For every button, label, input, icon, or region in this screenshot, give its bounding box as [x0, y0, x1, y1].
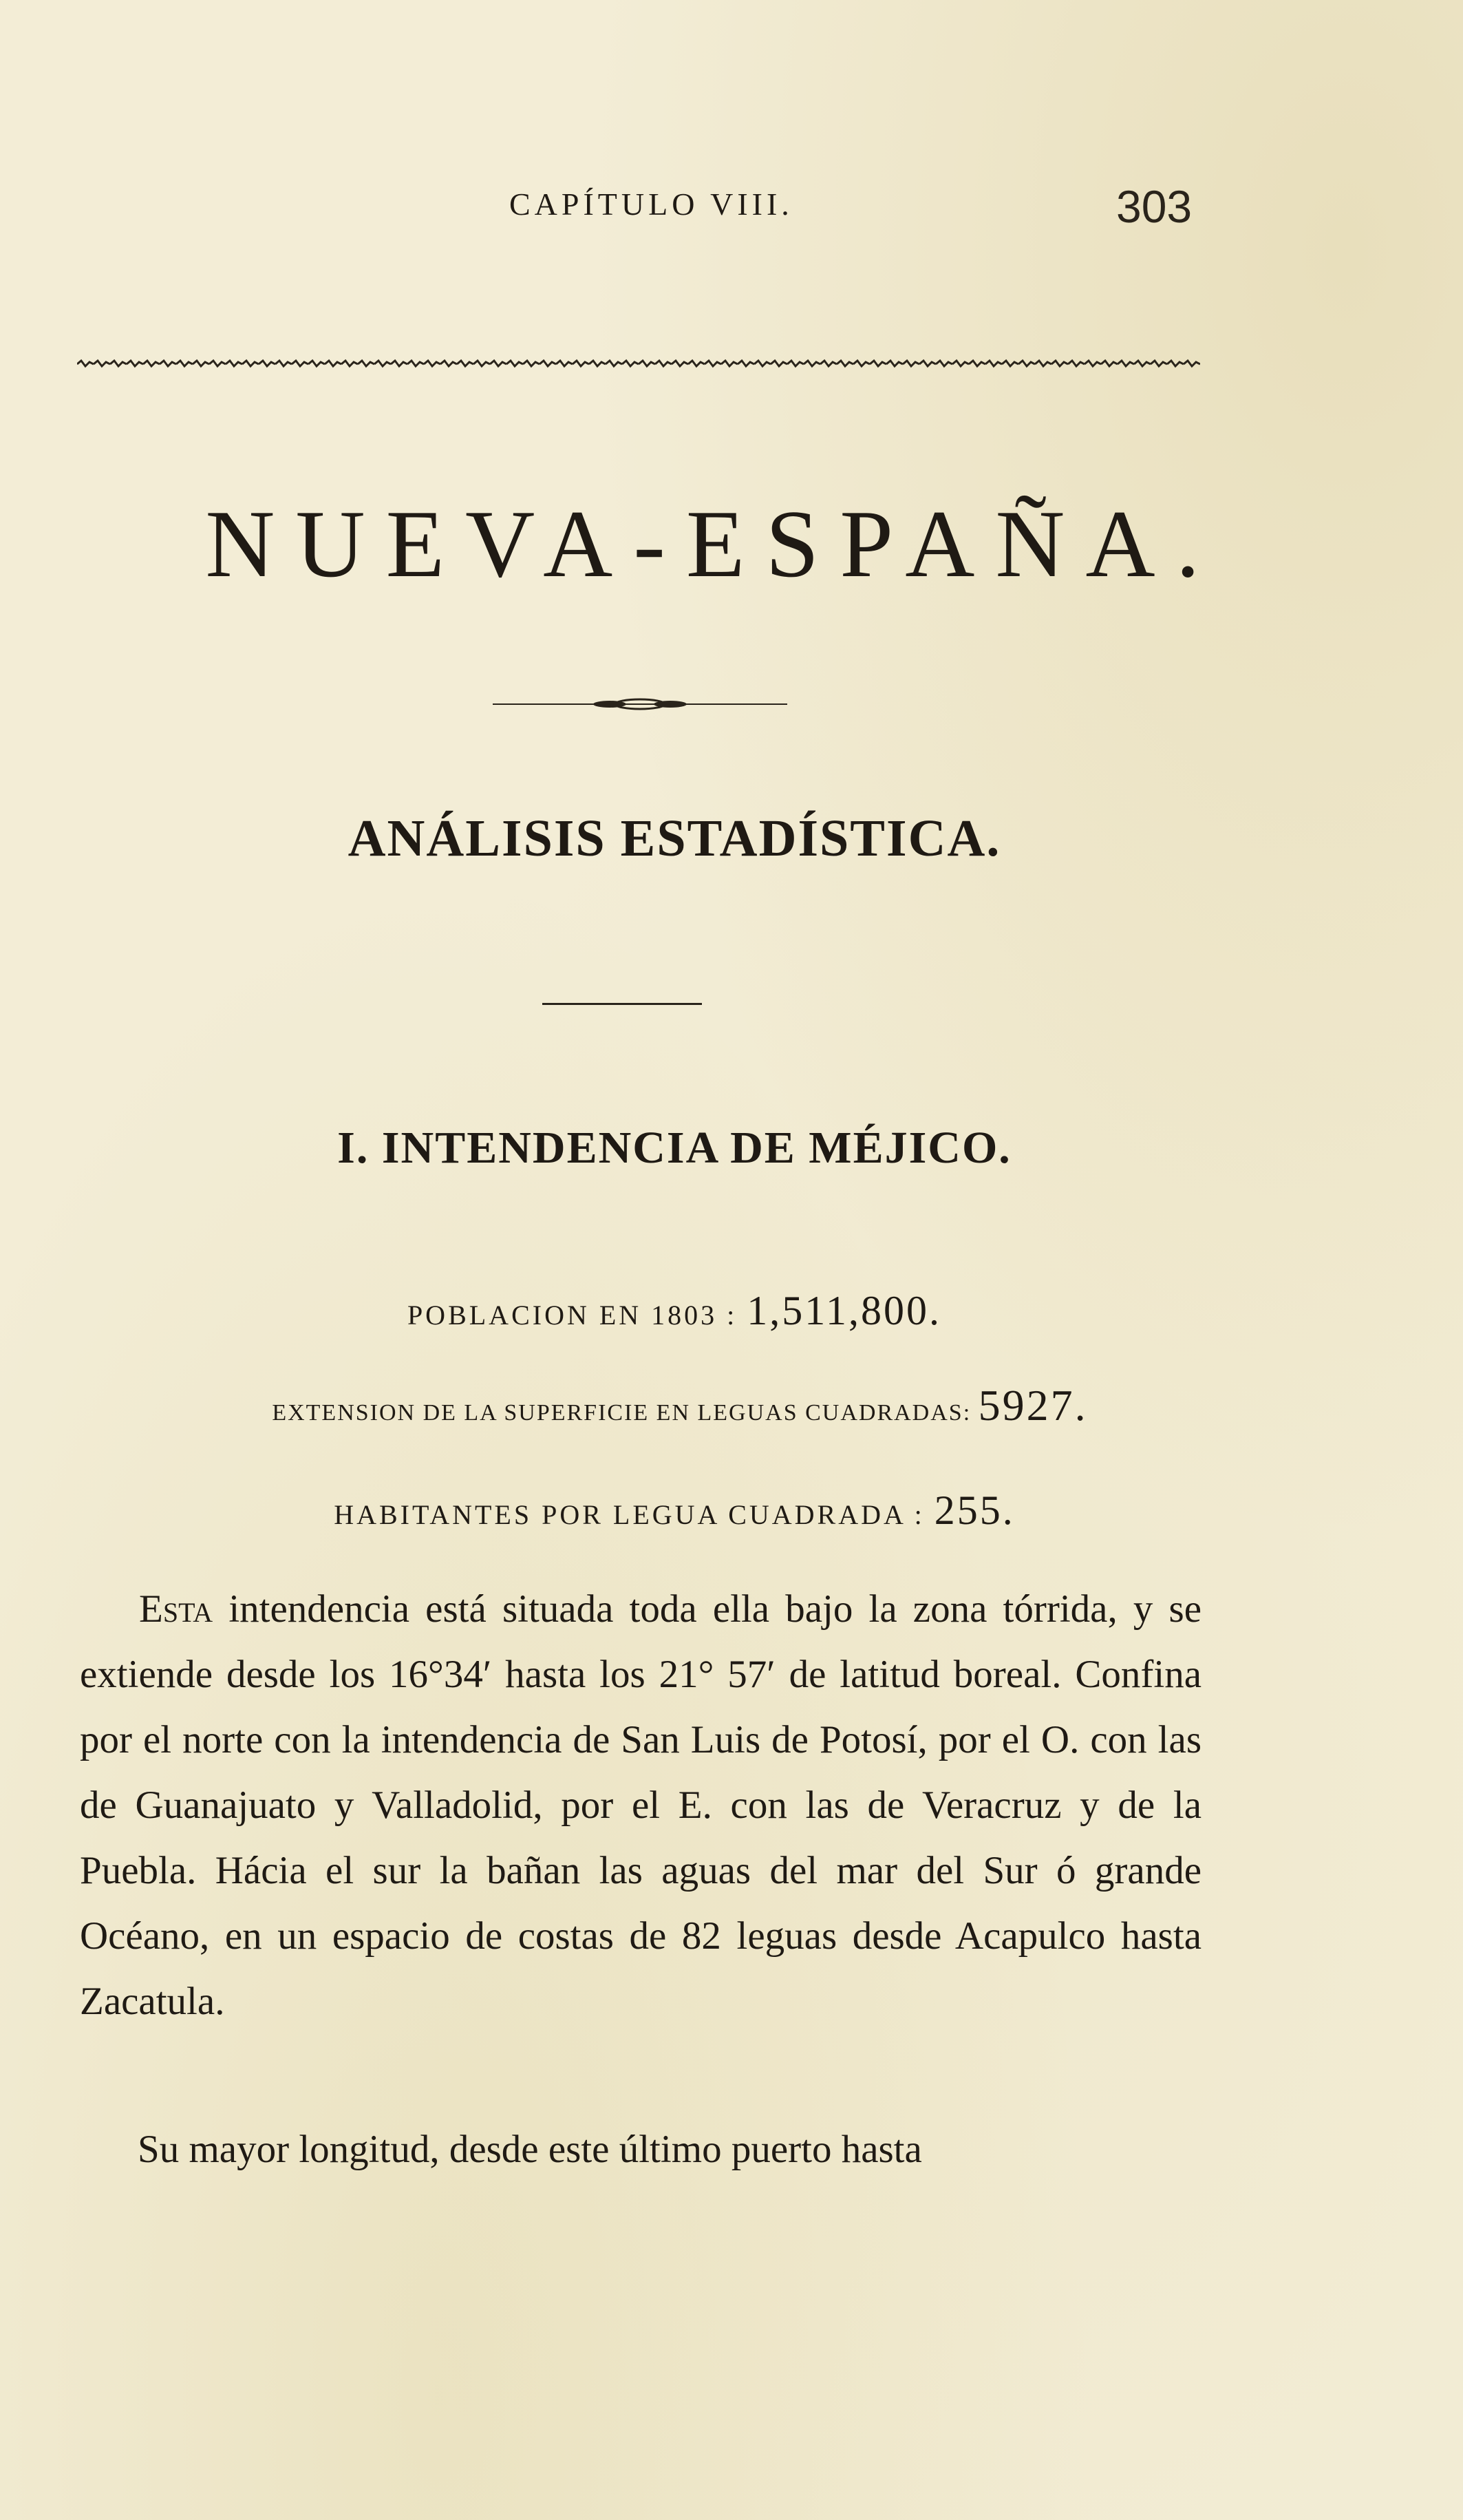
- paragraph: [80, 1576, 1202, 2034]
- stat-value: 255.: [934, 1487, 1015, 1533]
- section-heading: I. INTENDENCIA DE MÉJICO.: [337, 1123, 1012, 1173]
- stat-label: EXTENSION DE LA SUPERFICIE EN LEGUAS CUADRADAS:: [272, 1400, 972, 1426]
- stat-extension: [0, 1380, 1280, 1431]
- stat-label: POBLACION EN 1803 :: [407, 1300, 738, 1331]
- paragraph-text: intendencia está situada toda ella bajo la zona tórrida, y se extiende desde los 16°34′ hasta los 21° 57′ de latitud boreal. Confina por el norte con la intendencia de San Luis de Potosí, por el O. con las de Guanajuato y Valladolid, por el E. con las de Veracruz y de la Puebla. Hácia el sur la bañan las aguas del mar del Sur ó grande Océano, en un espacio de costas de 82 leguas desde Acapulco hasta Zacatula.: [80, 1587, 1202, 2023]
- paragraph: Su mayor longitud, desde este último puerto hasta: [138, 2128, 922, 2171]
- flourish-divider: [493, 695, 787, 713]
- ornamental-rule: [77, 358, 1200, 370]
- stat-value: 5927.: [978, 1381, 1088, 1430]
- stat-value: 1,511,800.: [747, 1288, 942, 1333]
- page-number: 303: [1116, 181, 1193, 232]
- body-text: [80, 1576, 1202, 2034]
- subtitle: ANÁLISIS ESTADÍSTICA.: [348, 809, 1001, 867]
- stat-label: HABITANTES POR LEGUA CUADRADA :: [334, 1499, 925, 1530]
- main-title: NUEVA-ESPAÑA.: [205, 491, 1221, 597]
- short-rule: [542, 1003, 702, 1005]
- stat-density: [0, 1487, 1280, 1534]
- paragraph-lead: Esta: [139, 1587, 213, 1631]
- stat-population: [0, 1287, 1280, 1335]
- running-head: CAPÍTULO VIII.: [509, 187, 793, 222]
